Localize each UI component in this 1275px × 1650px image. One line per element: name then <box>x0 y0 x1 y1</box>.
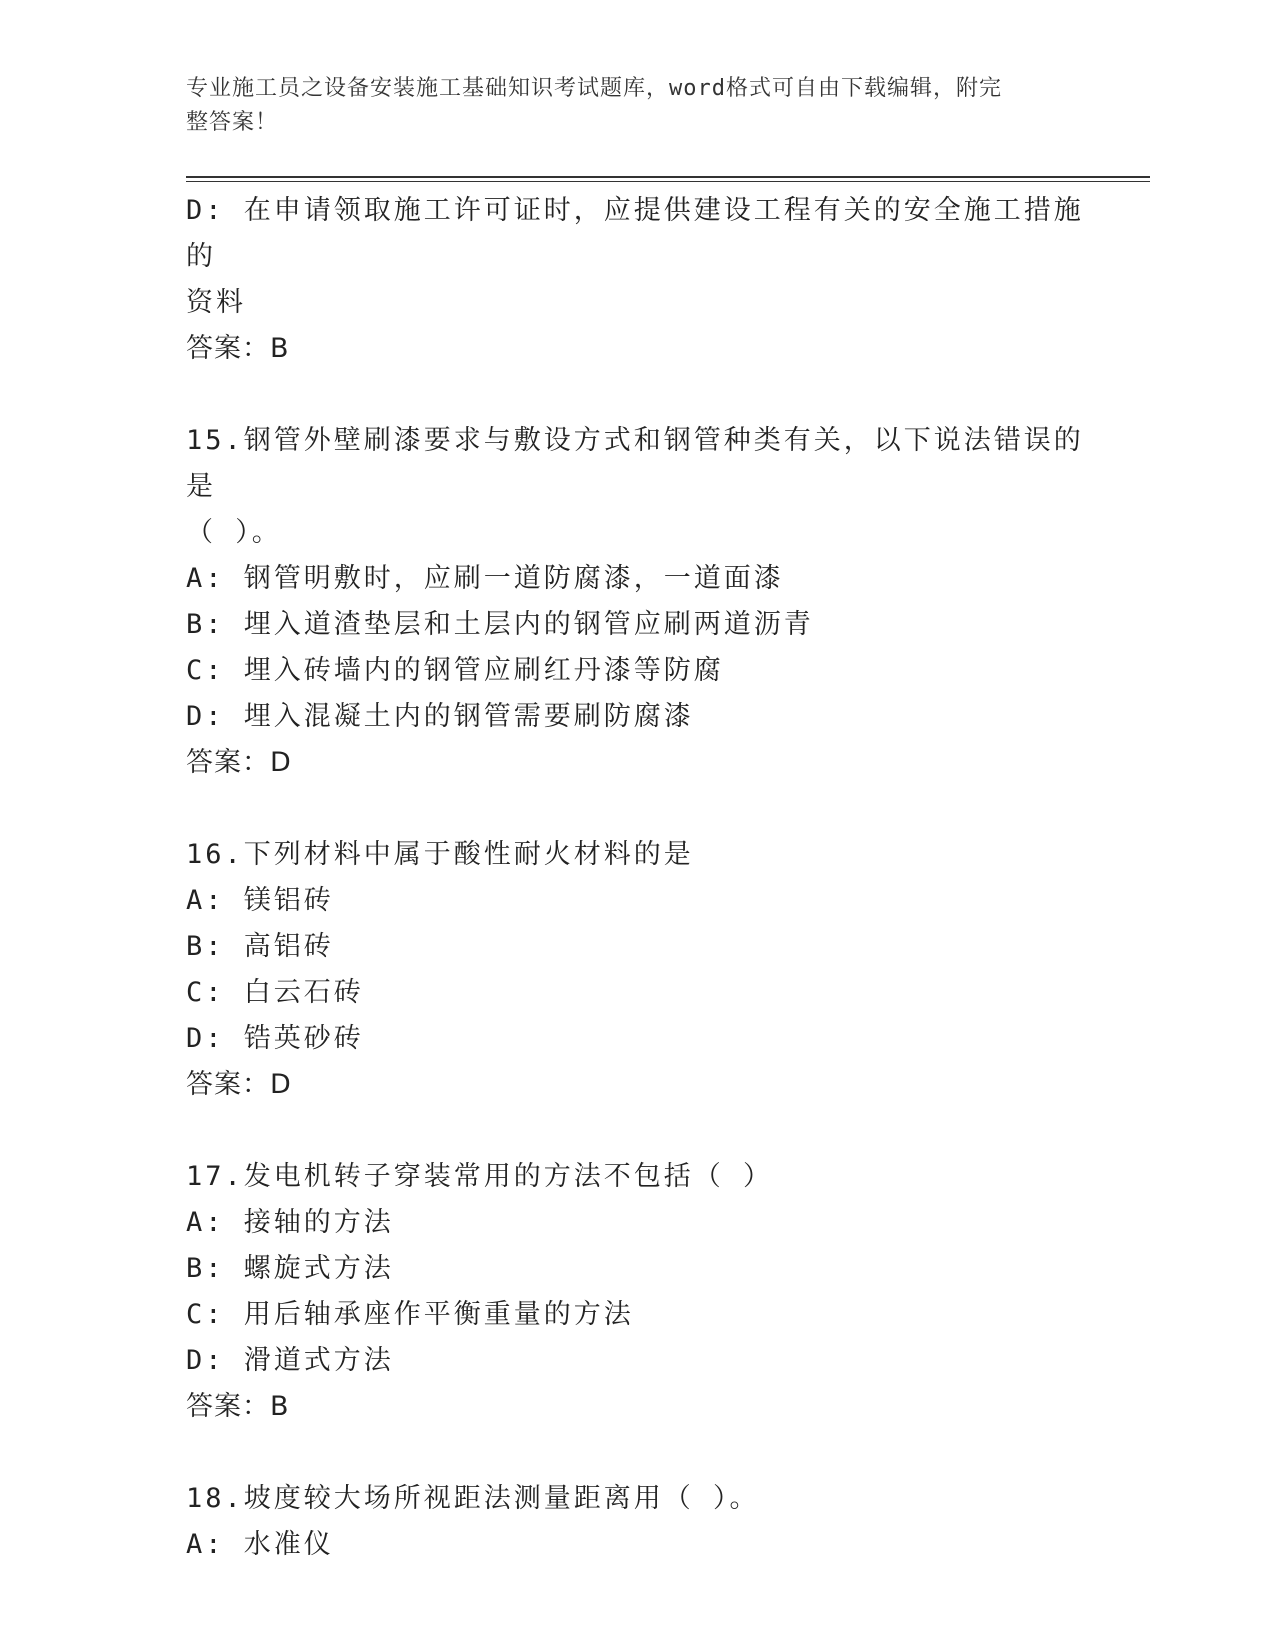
option-a: A: 钢管明敷时，应刷一道防腐漆，一道面漆 <box>186 563 784 594</box>
question-18 <box>186 1476 1086 1568</box>
prev-question-block <box>186 188 1086 372</box>
header-rule-thick <box>186 176 1150 178</box>
option-b: B: 螺旋式方法 <box>186 1253 394 1284</box>
question-stem: 16.下列材料中属于酸性耐火材料的是 <box>186 839 694 870</box>
answer-line: 答案：D <box>186 1069 292 1100</box>
question-stem: 15.钢管外壁刷漆要求与敷设方式和钢管种类有关，以下说法错误的是 <box>186 425 1084 502</box>
option-d: D: 滑道式方法 <box>186 1345 394 1376</box>
option-c: C: 用后轴承座作平衡重量的方法 <box>186 1299 634 1330</box>
header-title-line1: 专业施工员之设备安装施工基础知识考试题库，word格式可自由下载编辑，附完 <box>186 76 1002 101</box>
option-d: D: 在申请领取施工许可证时，应提供建设工程有关的安全施工措施的 <box>186 195 1084 272</box>
option-b: B: 高铝砖 <box>186 931 334 962</box>
question-stem: 17.发电机转子穿装常用的方法不包括（ ） <box>186 1161 774 1192</box>
question-16 <box>186 832 1086 1108</box>
option-d: D: 埋入混凝土内的钢管需要刷防腐漆 <box>186 701 694 732</box>
question-list <box>186 188 1086 1568</box>
answer-line: 答案：D <box>186 747 292 778</box>
option-d: D: 锆英砂砖 <box>186 1023 364 1054</box>
header-title-line2: 整答案！ <box>186 110 279 135</box>
document-header <box>186 72 1066 140</box>
answer-line: 答案：B <box>186 333 290 364</box>
option-a: A: 镁铝砖 <box>186 885 334 916</box>
question-15 <box>186 418 1086 786</box>
question-stem-continued: （ ）。 <box>186 517 282 548</box>
question-stem: 18.坡度较大场所视距法测量距离用（ ）。 <box>186 1483 760 1514</box>
option-a: A: 接轴的方法 <box>186 1207 394 1238</box>
question-17 <box>186 1154 1086 1430</box>
option-d-continued: 资料 <box>186 287 246 318</box>
answer-line: 答案：B <box>186 1391 290 1422</box>
option-c: C: 白云石砖 <box>186 977 364 1008</box>
option-b: B: 埋入道渣垫层和土层内的钢管应刷两道沥青 <box>186 609 814 640</box>
spacer <box>186 1430 1086 1476</box>
option-a: A: 水准仪 <box>186 1529 334 1560</box>
header-rule-thin <box>186 181 1150 182</box>
option-c: C: 埋入砖墙内的钢管应刷红丹漆等防腐 <box>186 655 724 686</box>
spacer <box>186 786 1086 832</box>
spacer <box>186 1108 1086 1154</box>
spacer <box>186 372 1086 418</box>
